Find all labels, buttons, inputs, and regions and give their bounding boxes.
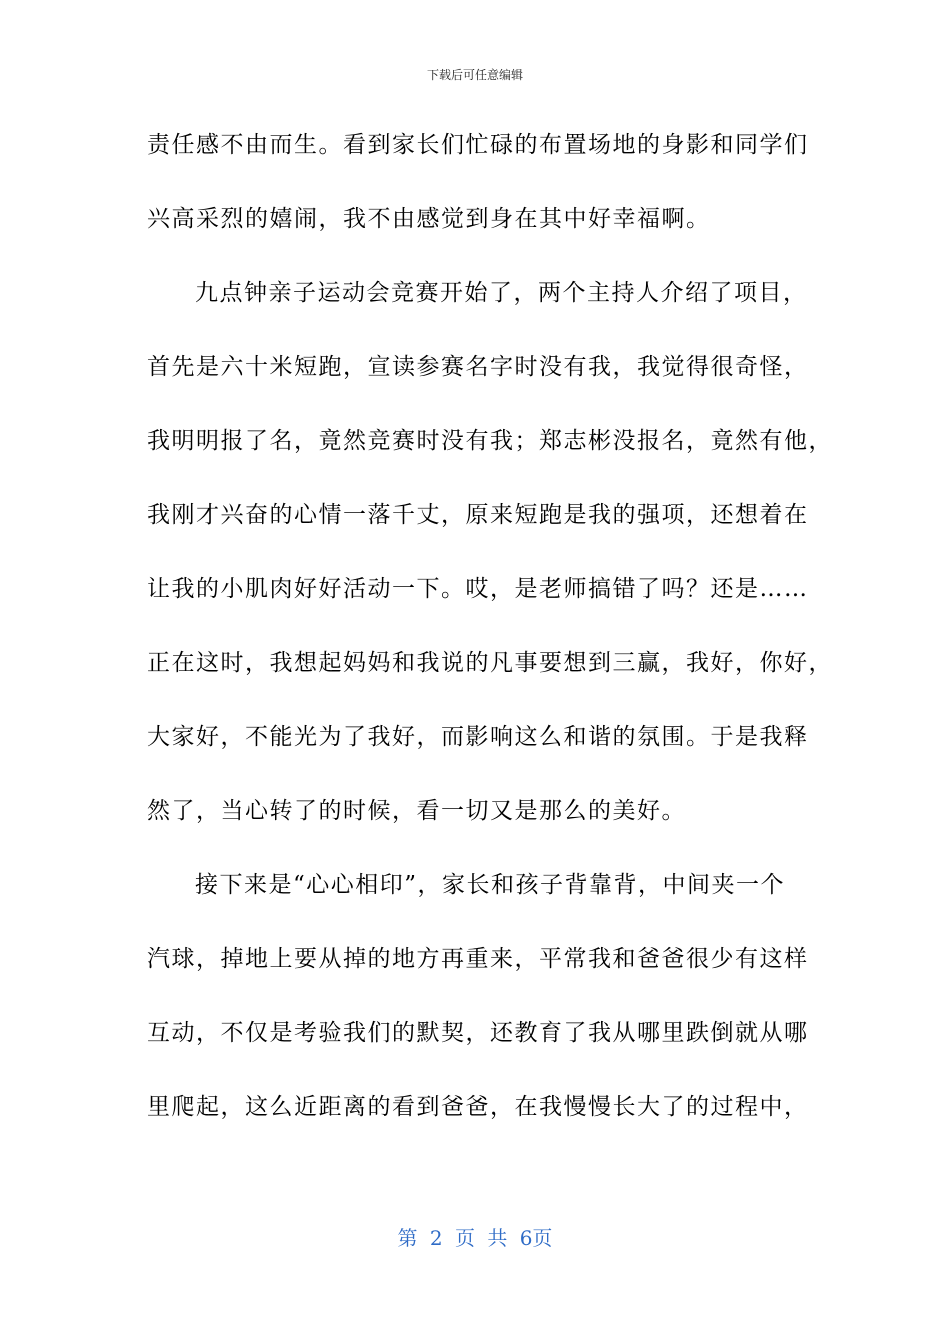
text-line: 我刚才兴奋的心情一落千丈，原来短跑是我的强项，还想着在 bbox=[147, 502, 809, 528]
document-body bbox=[147, 120, 833, 1156]
text-line: 我明明报了名，竟然竞赛时没有我；郑志彬没报名，竟然有他， bbox=[147, 428, 833, 454]
text-line: 首先是六十米短跑，宣读参赛名字时没有我，我觉得很奇怪， bbox=[147, 354, 809, 380]
text-line: 汽球，掉地上要从掉的地方再重来，平常我和爸爸很少有这样 bbox=[147, 946, 809, 972]
paragraph-start-line: 九点钟亲子运动会竞赛开始了，两个主持人介绍了项目， bbox=[195, 280, 808, 306]
paragraph-start-line: 接下来是“心心相印”，家长和孩子背靠背，中间夹一个 bbox=[195, 872, 786, 898]
page-number-footer: 第 2 页 共 6页 bbox=[397, 1226, 553, 1250]
page-header: 下载后可任意编辑 bbox=[426, 68, 523, 82]
text-line: 责任感不由而生。看到家长们忙碌的布置场地的身影和同学们 bbox=[147, 132, 809, 158]
text-line: 互动，不仅是考验我们的默契，还教育了我从哪里跌倒就从哪 bbox=[147, 1020, 809, 1046]
text-line: 正在这时，我想起妈妈和我说的凡事要想到三赢，我好，你好， bbox=[147, 650, 833, 676]
text-line: 然了，当心转了的时候，看一切又是那么的美好。 bbox=[147, 798, 686, 824]
text-line: 里爬起，这么近距离的看到爸爸，在我慢慢长大了的过程中， bbox=[147, 1094, 809, 1120]
text-line: 大家好，不能光为了我好，而影响这么和谐的氛围。于是我释 bbox=[147, 724, 809, 750]
text-line: 让我的小肌肉好好活动一下。哎，是老师搞错了吗？还是…… bbox=[147, 576, 809, 602]
text-line: 兴高采烈的嬉闹，我不由感觉到身在其中好幸福啊。 bbox=[147, 206, 711, 232]
